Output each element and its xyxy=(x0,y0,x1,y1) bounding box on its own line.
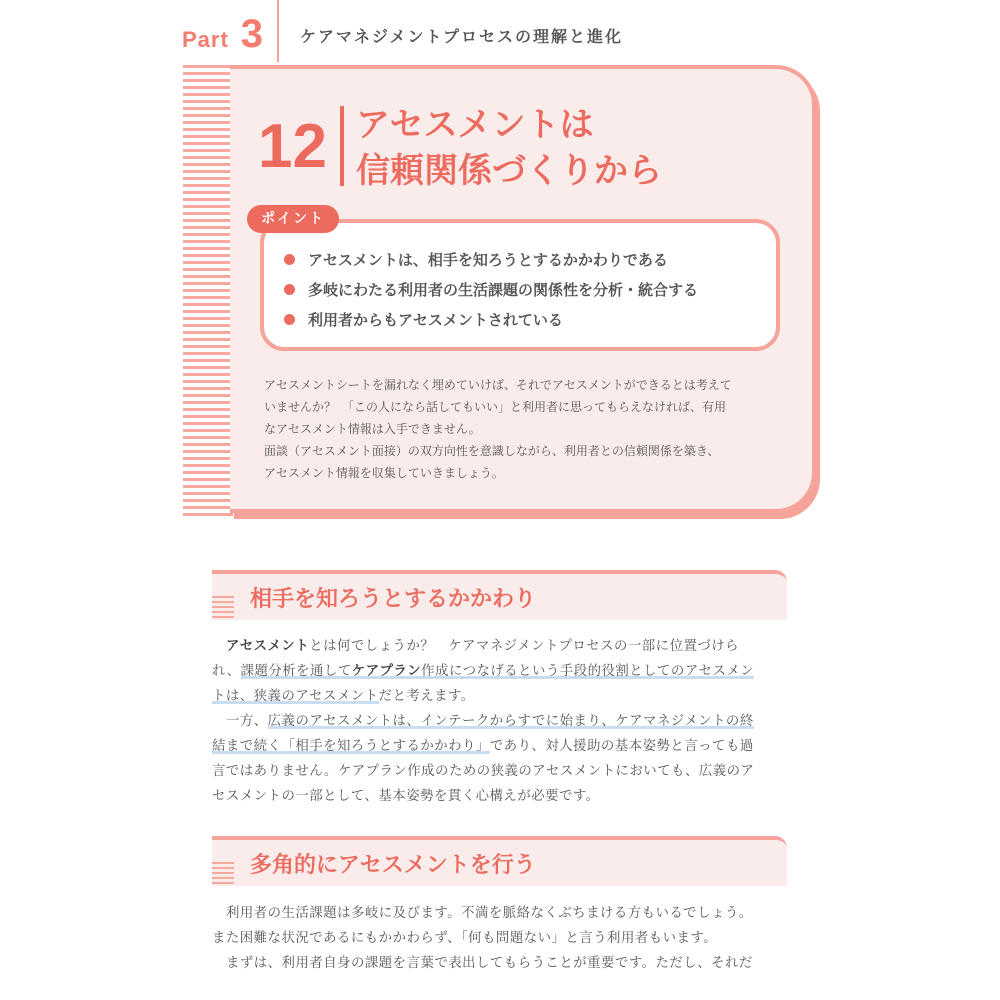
chapter-title-line1: アセスメントは xyxy=(356,105,594,145)
body-line: 一方、広義のアセスメントは、インテークからすでに始まり、ケアマネジメントの終 xyxy=(226,714,754,729)
point-text: 利用者からもアセスメントされている xyxy=(308,310,563,329)
point-text: 多岐にわたる利用者の生活課題の関係性を分析・統合する xyxy=(308,280,699,299)
section-title: 多角的にアセスメントを行う xyxy=(250,853,536,878)
body-line: セスメントの一部として、基本姿勢を貫く心構えが必要です。 xyxy=(212,789,600,804)
section-stripes xyxy=(212,596,234,620)
body-line: 利用者の生活課題は多岐に及びます。不満を脈絡なくぶちまける方もいるでしょう。 xyxy=(226,906,753,921)
highlight: トは、狭義のアセスメント xyxy=(212,689,379,704)
point-text: アセスメントは、相手を知ろうとするかかわりである xyxy=(308,250,668,269)
section-1-body xyxy=(212,634,792,809)
intro-text xyxy=(264,374,774,484)
body-line: アセスメントとは何でしょうか？ ケアマネジメントプロセスの一部に位置づけら xyxy=(226,639,740,654)
body-line: トは、狭義のアセスメントだと考えます。 xyxy=(212,689,475,704)
bullet-icon xyxy=(284,254,295,265)
highlight: 結まで続く「相手を知ろうとするかかわり」 xyxy=(212,739,490,754)
body-line: れ、課題分析を通してケアプラン作成につなげるという手段的役割としてのアセスメン xyxy=(212,664,755,679)
section-header-2 xyxy=(212,836,787,886)
chapter-title xyxy=(356,102,662,194)
body-line: まずは、利用者自身の課題を言葉で表出してもらうことが重要です。ただし、それだ xyxy=(226,956,753,971)
point-item xyxy=(284,304,698,334)
highlight: 広義のアセスメントは、インテークからすでに始まり、ケアマネジメントの終 xyxy=(267,714,754,729)
bullet-icon xyxy=(284,284,295,295)
intro-line: 面談（アセスメント面接）の双方向性を意識しながら、利用者との信頼関係を築き、 xyxy=(264,444,720,458)
point-list xyxy=(284,244,698,334)
part-word: Part xyxy=(182,27,229,52)
chapter-title-line2: 信頼関係づくりから xyxy=(356,151,662,191)
point-item xyxy=(284,274,698,304)
body-line: 言ではありません。ケアプラン作成のための狭義のアセスメントにおいても、広義のア xyxy=(212,764,755,779)
section-stripes xyxy=(212,862,234,886)
intro-line: なアセスメント情報は入手できません。 xyxy=(264,422,481,436)
bullet-icon xyxy=(284,314,295,325)
intro-line: いませんか？ 「この人になら話してもいい」と利用者に思ってもらえなければ、有用 xyxy=(264,400,727,414)
chapter-divider xyxy=(340,106,344,186)
highlight: 課題分析を通してケアプラン作成につなげるという手段的役割としてのアセスメン xyxy=(240,664,755,679)
header-divider xyxy=(277,0,279,62)
body-line: また困難な状況であるにもかかわらず、「何も問題ない」と言う利用者もいます。 xyxy=(212,931,718,946)
bold-term: アセスメント xyxy=(226,639,310,654)
point-item xyxy=(284,244,698,274)
intro-line: アセスメントシートを漏れなく埋めていけば、それでアセスメントができるとは考えて xyxy=(264,378,732,392)
decorative-stripes xyxy=(183,65,233,520)
intro-line: アセスメント情報を収集していきましょう。 xyxy=(264,466,504,480)
part-number: 3 xyxy=(240,12,265,56)
section-title: 相手を知ろうとするかかわり xyxy=(250,587,537,612)
chapter-number: 12 xyxy=(258,112,327,181)
point-tag: ポイント xyxy=(247,205,339,233)
section-2-body xyxy=(212,901,792,976)
section-header-1 xyxy=(212,570,787,620)
body-line: 結まで続く「相手を知ろうとするかかわり」であり、対人援助の基本姿勢と言っても過 xyxy=(212,739,754,754)
part-title: ケアマネジメントプロセスの理解と進化 xyxy=(300,27,624,46)
part-label xyxy=(182,14,264,54)
bold-term: ケアプラン xyxy=(351,664,422,679)
